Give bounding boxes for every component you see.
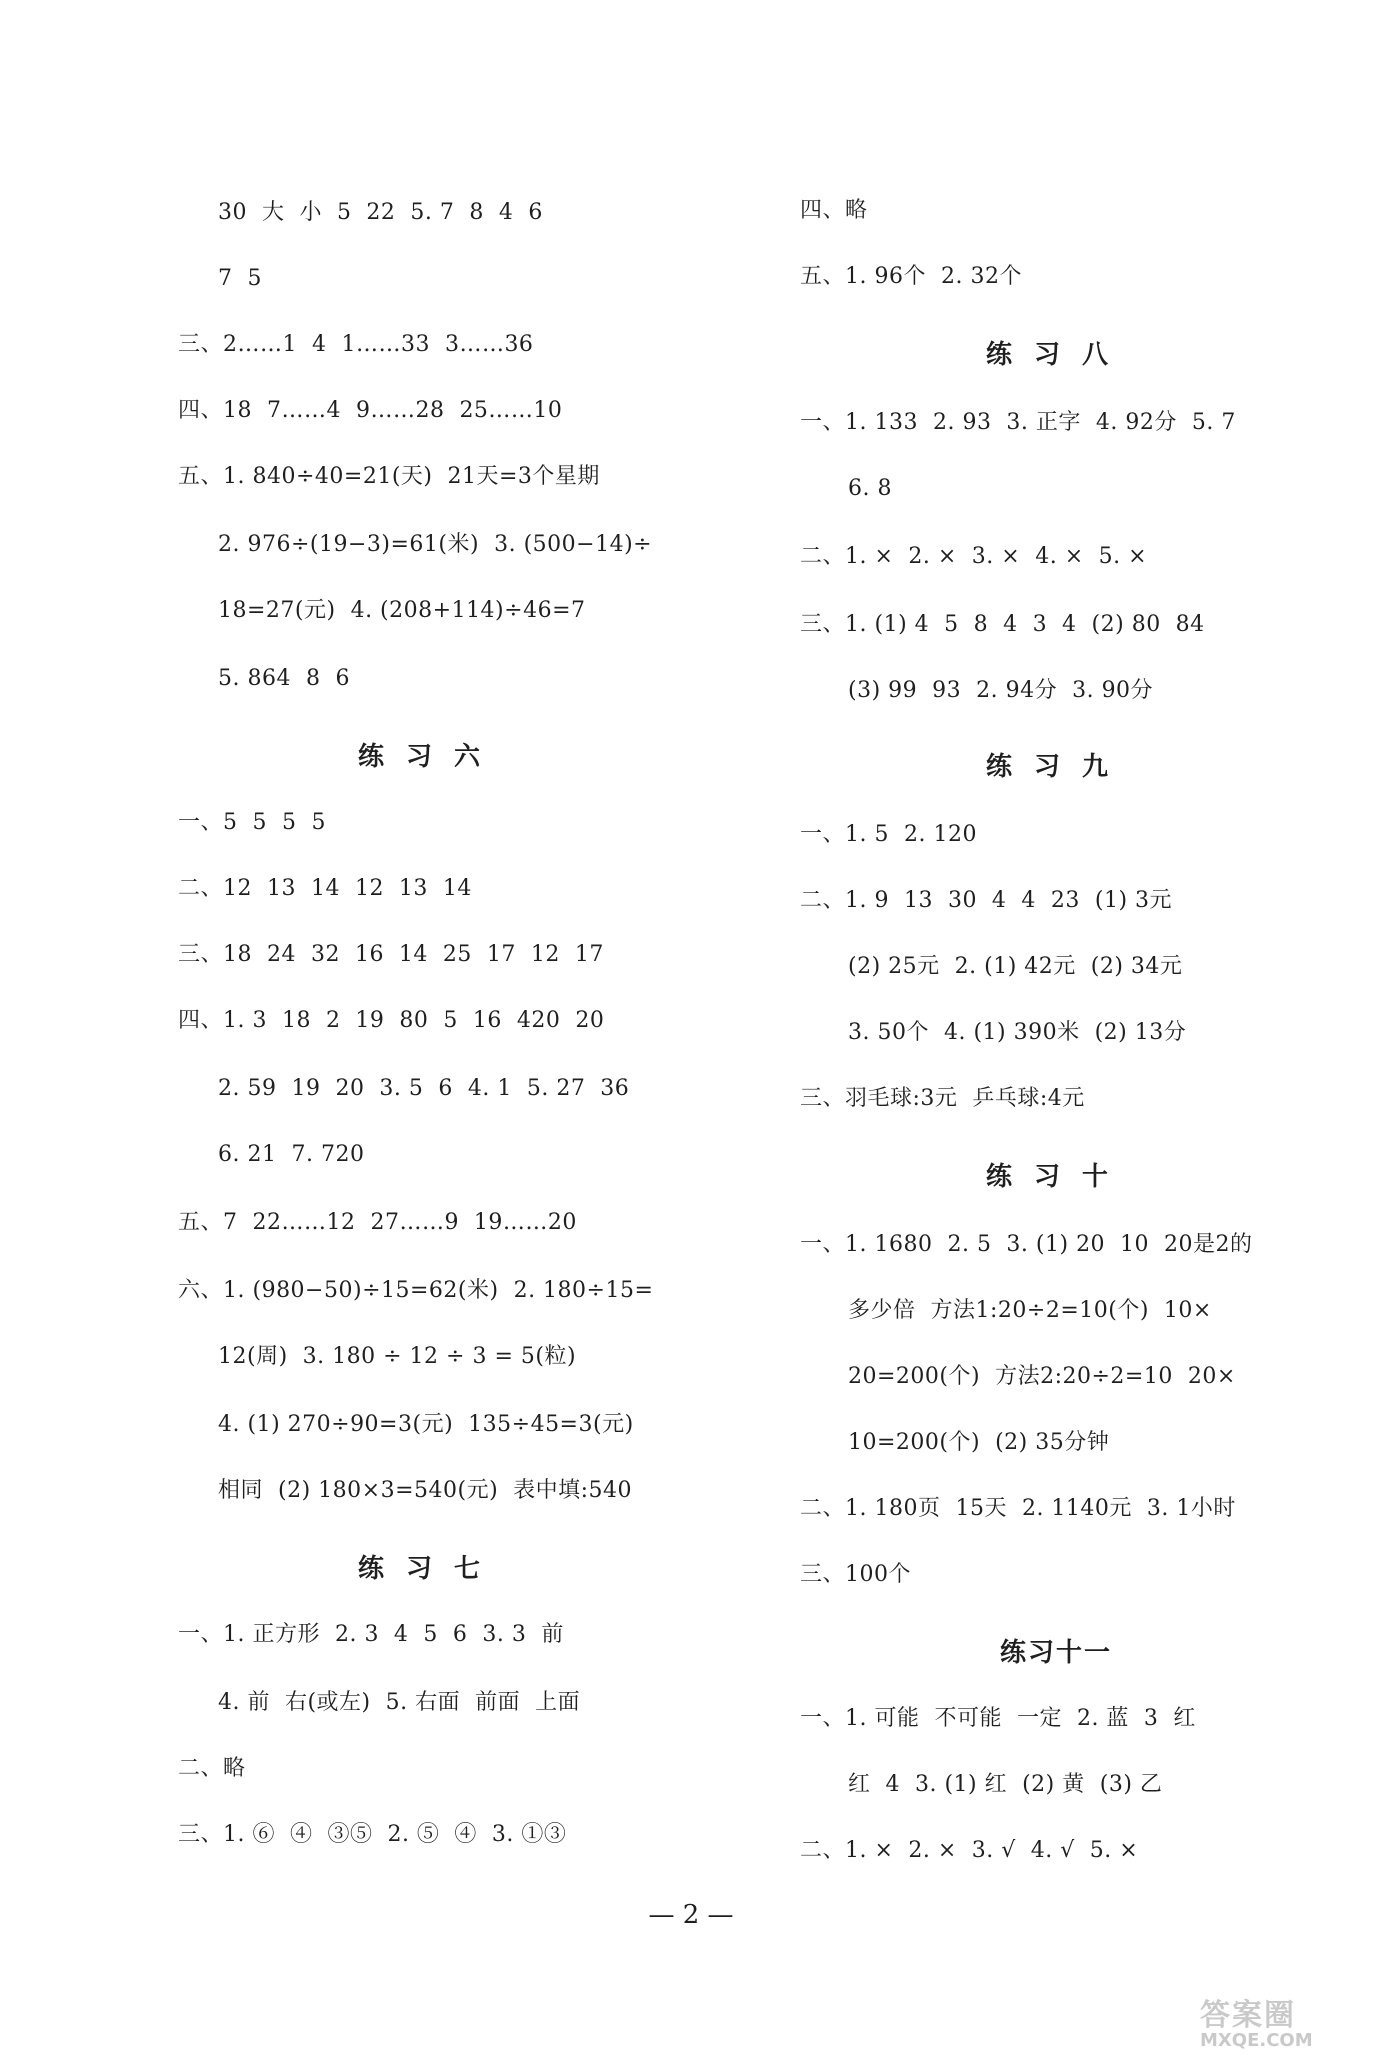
answer-line: 五、7 22……12 27……9 19……20 — [178, 1210, 577, 1235]
section-title-6: 练习六 — [358, 742, 503, 772]
answer-line: 三、1. ⑥ ④ ③⑤ 2. ⑤ ④ 3. ①③ — [178, 1822, 567, 1847]
answer-line: 二、1. × 2. × 3. × 4. × 5. × — [800, 544, 1148, 569]
answer-line: 二、12 13 14 12 13 14 — [178, 876, 472, 901]
page-number: — 2 — — [648, 1900, 734, 1930]
answer-line: 3. 50个 4. (1) 390米 (2) 13分 — [848, 1020, 1187, 1045]
answer-line: 5. 864 8 6 — [218, 666, 350, 691]
answer-line: 二、1. 9 13 30 4 4 23 (1) 3元 — [800, 888, 1173, 913]
watermark — [1200, 2000, 1370, 2052]
answer-line: 2. 976÷(19−3)=61(米) 3. (500−14)÷ — [218, 532, 653, 557]
answer-line: 三、18 24 32 16 14 25 17 12 17 — [178, 942, 604, 967]
answer-line: 五、1. 840÷40=21(天) 21天=3个星期 — [178, 464, 600, 489]
answer-line: 7 5 — [218, 266, 262, 291]
answer-line: 四、18 7……4 9……28 25……10 — [178, 398, 563, 423]
answer-line: 六、1. (980−50)÷15=62(米) 2. 180÷15= — [178, 1278, 654, 1303]
answer-line: 30 大 小 5 22 5. 7 8 4 6 — [218, 200, 543, 225]
answer-line: 二、1. 180页 15天 2. 1140元 3. 1小时 — [800, 1496, 1236, 1521]
answer-line: 一、5 5 5 5 — [178, 810, 326, 835]
section-title-8: 练习八 — [986, 340, 1131, 370]
section-title-10: 练习十 — [986, 1162, 1131, 1192]
answer-line: 三、2……1 4 1……33 3……36 — [178, 332, 534, 357]
section-title-7: 练习七 — [358, 1554, 503, 1584]
answer-line: 18=27(元) 4. (208+114)÷46=7 — [218, 598, 586, 623]
answer-line: (3) 99 93 2. 94分 3. 90分 — [848, 678, 1154, 703]
watermark-url: MXQE.COM — [1200, 2030, 1313, 2051]
answer-line: 6. 21 7. 720 — [218, 1142, 365, 1167]
answer-line: 10=200(个) (2) 35分钟 — [848, 1430, 1110, 1455]
answer-line: 4. 前 右(或左) 5. 右面 前面 上面 — [218, 1690, 581, 1715]
answer-line: 二、略 — [178, 1756, 246, 1781]
answer-line: 一、1. 正方形 2. 3 4 5 6 3. 3 前 — [178, 1622, 564, 1647]
answer-line: 相同 (2) 180×3=540(元) 表中填:540 — [218, 1478, 633, 1503]
answer-line: 二、1. × 2. × 3. √ 4. √ 5. × — [800, 1838, 1139, 1863]
answer-line: 6. 8 — [848, 476, 892, 501]
answer-line: 一、1. 可能 不可能 一定 2. 蓝 3 红 — [800, 1706, 1196, 1731]
answer-line: 红 4 3. (1) 红 (2) 黄 (3) 乙 — [848, 1772, 1163, 1797]
answer-line: 4. (1) 270÷90=3(元) 135÷45=3(元) — [218, 1412, 634, 1437]
answer-line: 20=200(个) 方法2:20÷2=10 20× — [848, 1364, 1236, 1389]
answer-line: 五、1. 96个 2. 32个 — [800, 264, 1022, 289]
answer-line: 一、1. 5 2. 120 — [800, 822, 977, 847]
answer-line: 四、略 — [800, 198, 868, 223]
section-title-11: 练习十一 — [1000, 1638, 1113, 1668]
answer-line: 四、1. 3 18 2 19 80 5 16 420 20 — [178, 1008, 605, 1033]
answer-line: (2) 25元 2. (1) 42元 (2) 34元 — [848, 954, 1183, 979]
answer-line: 12(周) 3. 180 ÷ 12 ÷ 3 = 5(粒) — [218, 1344, 577, 1369]
answer-line: 一、1. 1680 2. 5 3. (1) 20 10 20是2的 — [800, 1232, 1253, 1257]
section-title-9: 练习九 — [986, 752, 1131, 782]
answer-line: 2. 59 19 20 3. 5 6 4. 1 5. 27 36 — [218, 1076, 630, 1101]
answer-line: 一、1. 133 2. 93 3. 正字 4. 92分 5. 7 — [800, 410, 1236, 435]
answer-line: 三、100个 — [800, 1562, 911, 1587]
answer-line: 三、羽毛球:3元 乒乓球:4元 — [800, 1086, 1085, 1111]
answer-line: 三、1. (1) 4 5 8 4 3 4 (2) 80 84 — [800, 612, 1205, 637]
watermark-text: 答案圈 — [1200, 1998, 1296, 2033]
answer-line: 多少倍 方法1:20÷2=10(个) 10× — [848, 1298, 1212, 1323]
